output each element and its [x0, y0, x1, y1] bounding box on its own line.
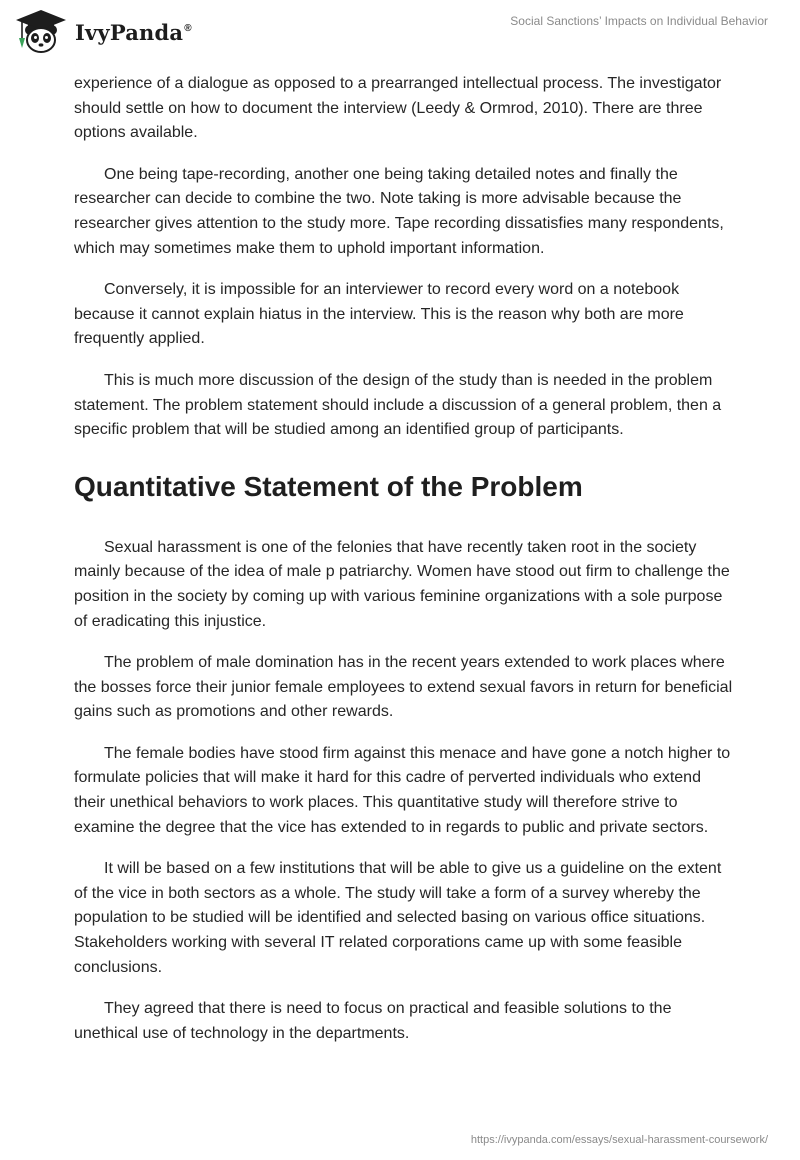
- paragraph-3: Conversely, it is impossible for an interviewer to record every word on a notebook because it cannot explain hiatus in the interview. This is the reason why both are more frequently applied.: [74, 281, 684, 348]
- document-title: Social Sanctions’ Impacts on Individual Behavior: [510, 14, 768, 28]
- paragraph-1: experience of a dialogue as opposed to a prearranged intellectual process. The investigator should settle on how to document the interview (Leedy & Ormrod, 2010). There are three options available.: [74, 75, 722, 142]
- paragraph-4: This is much more discussion of the design of the study than is needed in the problem statement. The problem statement should include a discussion of a general problem, then a specific problem that will be studied among an identified group of participants.: [74, 371, 722, 439]
- paragraph-8: It will be based on a few institutions that will be able to give us a guideline on the extent of the vice in both sectors as a whole. The study will take a form of a survey whereby the population to be studied will be identified and selected basing on various office situations. Stakeholders working with several IT related corporations came up with some feasible conclusions.: [74, 860, 722, 976]
- logo-wordmark: IvyPanda®: [75, 19, 192, 45]
- paragraph-2: One being tape-recording, another one being taking detailed notes and finally the researcher can decide to combine the two. Note taking is more advisable because the researcher gives attention to the study more. Tape recording dissatisfies many respondents, which may sometimes make them to uphold important information.: [74, 165, 724, 257]
- ivypanda-logo[interactable]: [14, 8, 192, 56]
- essay-body: [74, 72, 734, 1063]
- registered-mark: ®: [184, 22, 192, 34]
- source-url-link[interactable]: https://ivypanda.com/essays/sexual-harassment-coursework/: [470, 1134, 768, 1146]
- paragraph-7: The female bodies have stood firm against this menace and have gone a notch higher to formulate policies that will make it hard for this cadre of perverted individuals who extend their unethical behaviors to work places. This quantitative study will therefore strive to examine the degree that the vice has extended to in regards to public and private sectors.: [74, 744, 731, 836]
- paragraph-5: Sexual harassment is one of the felonies that have recently taken root in the society mainly because of the idea of male p patriarchy. Women have stood out firm to challenge the position in the society by coming up with various feminine organizations with a sole purpose of eradicating this injustice.: [74, 538, 730, 630]
- panda-graduate-icon: [14, 8, 68, 56]
- paragraph-6: The problem of male domination has in the recent years extended to work places where the bosses force their junior female employees to extend sexual favors in return for beneficial gains such as promotions and other rewards.: [74, 654, 733, 721]
- page-header: [0, 0, 800, 70]
- paragraph-9: They agreed that there is need to focus on practical and feasible solutions to the unethical use of technology in the departments.: [74, 1000, 672, 1042]
- section-heading: Quantitative Statement of the Problem: [74, 470, 583, 502]
